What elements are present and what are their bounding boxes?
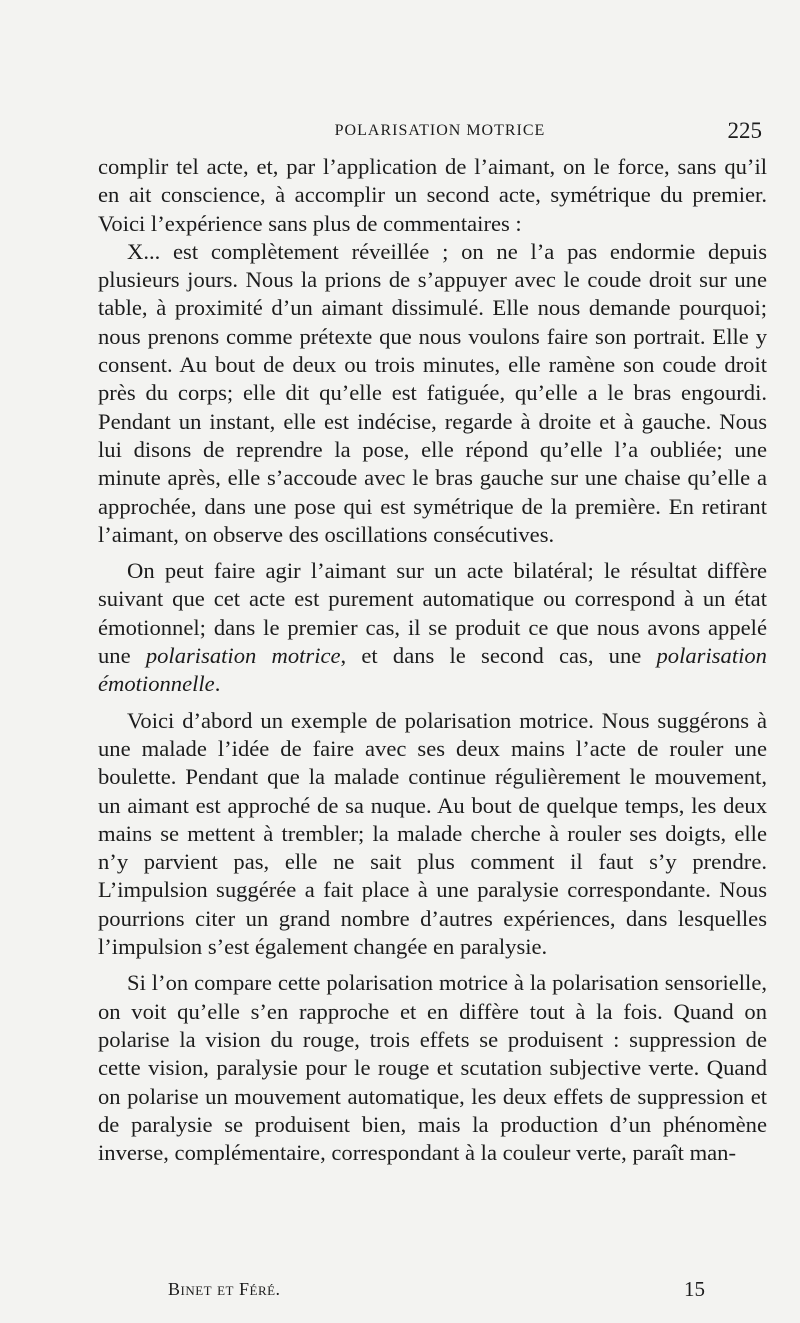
- paragraph-text: .: [214, 671, 221, 697]
- page-header: [98, 118, 762, 148]
- paragraph-text: , et dans le second cas, une: [340, 643, 657, 669]
- italic-term-emotional: polarisation émotionnelle: [98, 643, 767, 697]
- running-title: POLARISATION MOTRICE: [334, 122, 546, 139]
- page-number: 225: [727, 118, 762, 143]
- paragraph-text: On peut faire agir l’aimant sur un acte bilatéral; le résultat diffère suivant que cet acte est purement automatique ou correspond à un état émotionnel; dans le premier cas, il se produit ce que nous avons appelé une: [98, 558, 767, 669]
- paragraph-motor-example: Voici d’abord un exemple de polarisation motrice. Nous suggérons à une malade l’idée de faire avec ses deux mains l’acte de rouler une boulette. Pendant que la malade continue régulièrement le mouvement, un aimant est approché de sa nuque. Au bout de quelque temps, les deux mains se mettent à trembler; la malade cherche à rouler ses doigts, elle n’y parvient pas, elle ne sait plus comment il faut s’y prendre. L’impulsion suggérée a fait place à une paralysie correspondante. Nous pourrions citer un grand nombre d’autres expériences, dans lesquelles l’impulsion s’est également changée en paralysie.: [98, 707, 767, 960]
- paragraph-comparison: Si l’on compare cette polarisation motrice à la polarisation sensorielle, on voit qu’elle s’en rapproche et en diffère tout à la fois. Quand on polarise la vision du rouge, trois effets se produisent : suppression de cette vision, paralysie pour le rouge et scutation subjective verte. Quand on polarise un mouvement automatique, les deux effets de suppression et de paralysie se produisent bien, mais la production d’un phénomène inverse, complémentaire, correspondant à la couleur verte, paraît man-: [98, 970, 767, 1166]
- authors-signature: Binet et Féré.: [168, 1279, 281, 1299]
- sheet-number: 15: [684, 1277, 705, 1301]
- body-text: [98, 153, 767, 1167]
- paragraph-bilateral-act: [98, 557, 767, 698]
- paragraph-experiment: X... est complètement réveillée ; on ne l’a pas endormie depuis plusieurs jours. Nous la prions de s’appuyer avec le coude droit sur une table, à proximité d’un aimant dissimulé. Elle nous demande pourquoi; nous prenons comme prétexte que nous voulons faire son portrait. Elle y consent. Au bout de deux ou trois minutes, elle ramène son coude droit près du corps; elle dit qu’elle est fatiguée, qu’elle a le bras engourdi. Pendant un instant, elle est indécise, regarde à droite et à gauche. Nous lui disons de reprendre la pose, elle répond qu’elle l’a oubliée; une minute après, elle s’accoude avec le bras gauche sur une chaise qu’elle a approchée, dans une pose qui est symétrique de la première. En retirant l’aimant, on observe des oscillations consécutives.: [98, 238, 767, 547]
- italic-term-motor: polarisation motrice: [145, 643, 341, 669]
- paragraph-continuation: complir tel acte, et, par l’application de l’aimant, on le force, sans qu’il en ait conscience, à accomplir un second acte, symétrique du premier. Voici l’expérience sans plus de commentaires :: [98, 154, 767, 236]
- page-footer: [98, 1277, 762, 1305]
